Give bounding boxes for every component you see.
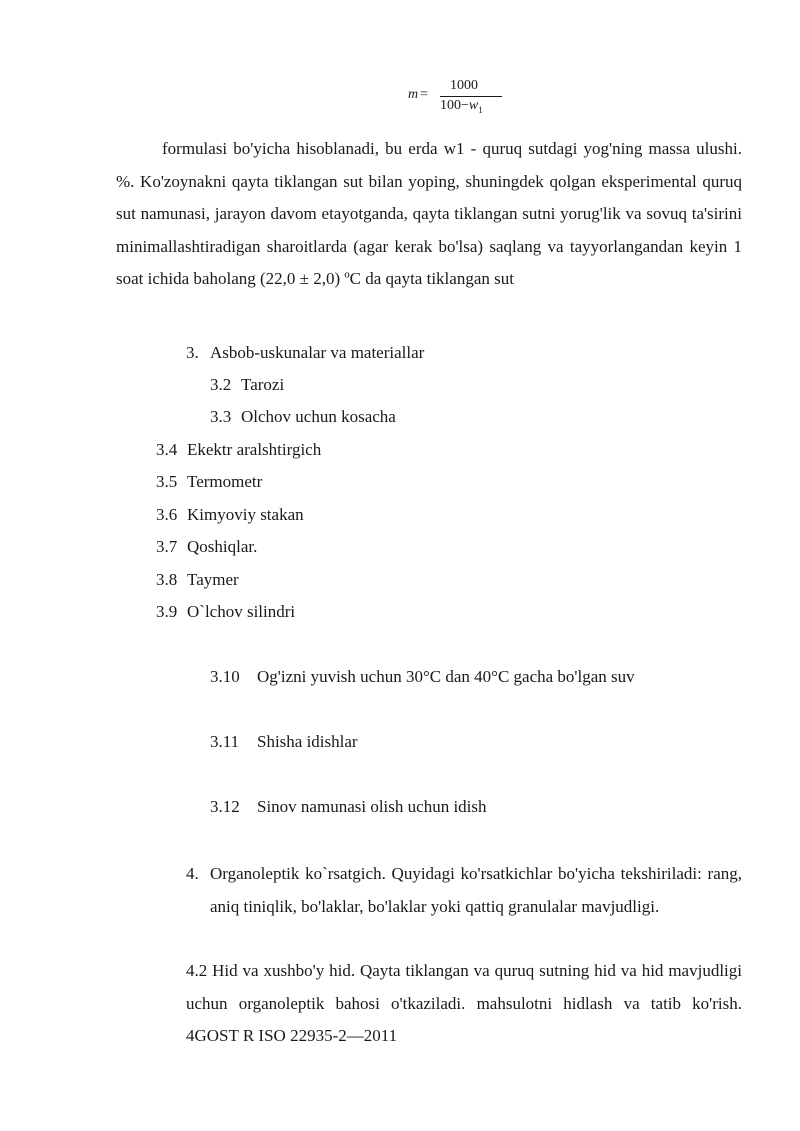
item-text: Termometr — [187, 472, 263, 491]
list-item — [210, 407, 396, 427]
formula-lhs: m — [408, 87, 419, 102]
item-number: 3.5 — [156, 472, 178, 491]
formula-denominator-sub: 1 — [478, 104, 483, 115]
formula — [408, 76, 508, 116]
list-item — [156, 440, 321, 460]
item-text: Og'izni yuvish uchun 30°C dan 40°C gacha bo'lgan suv — [257, 667, 635, 686]
item-number: 3.4 — [156, 440, 178, 459]
formula-denominator-var: w — [468, 98, 479, 113]
formula-equals: = — [420, 87, 428, 102]
list-item — [210, 797, 487, 817]
section-number: 4. — [186, 864, 199, 883]
section-number: 3. — [186, 343, 199, 362]
formula-fraction-bar — [440, 96, 502, 97]
section-title: Asbob-uskunalar va materiallar — [210, 343, 425, 362]
item-number: 3.9 — [156, 602, 178, 621]
item-text: Sinov namunasi olish uchun idish — [257, 797, 487, 816]
item-number: 3.2 — [210, 375, 232, 394]
section-text: Organoleptik ko`rsatgich. Quyidagi ko'rsatkichlar bo'yicha tekshiriladi: rang, aniq tiniqlik, bo'laklar, bo'laklar yoki qattiq granulalar mavjudligi. — [210, 864, 742, 916]
item-number: 3.3 — [210, 407, 232, 426]
item-number: 3.8 — [156, 570, 178, 589]
item-number: 3.7 — [156, 537, 178, 556]
paragraph-4-2: 4.2 Hid va xushbo'y hid. Qayta tiklangan va quruq sutning hid va hid mavjudligi uchun organoleptik bahosi o'tkaziladi. mahsulotni hidlash va tatib ko'rish. 4GOST R ISO 22935-2—2011 — [186, 961, 742, 1045]
list-item — [156, 505, 304, 525]
item-text: Shisha idishlar — [257, 732, 358, 751]
list-item — [156, 537, 257, 557]
list-item — [156, 570, 239, 590]
section-4-item — [186, 858, 742, 923]
item-text: O`lchov silindri — [187, 602, 296, 621]
item-text: Olchov uchun kosacha — [241, 407, 396, 426]
formula-numerator: 1000 — [450, 78, 478, 93]
item-text: Kimyoviy stakan — [187, 505, 304, 524]
item-text: Taymer — [187, 570, 239, 589]
list-item — [210, 667, 635, 687]
list-item — [156, 602, 295, 622]
formula-denominator — [440, 98, 483, 115]
item-number: 3.11 — [210, 732, 240, 751]
paragraph-formula-explanation: formulasi bo'yicha hisoblanadi, bu erda w1 - quruq sutdagi yog'ning massa ulushi. %. Ko'zoynakni qayta tiklangan sut bilan yoping, shuningdek qolgan eksperimental quruq sut namunasi, jarayon davom etayotganda, qayta tiklangan sutni yorug'lik va sovuq ta'sirini minimallashtiradigan sharoitlarda (agar kerak bo'lsa) saqlang va tayyorlangandan keyin 1 soat ichida baholang (22,0 ± 2,0) ºC da qayta tiklangan sut — [116, 139, 742, 288]
section-3-heading — [186, 343, 424, 363]
list-item — [210, 732, 358, 752]
item-text: Ekektr aralshtirgich — [187, 440, 322, 459]
item-text: Tarozi — [241, 375, 285, 394]
list-item — [156, 472, 262, 492]
item-text: Qoshiqlar. — [187, 537, 258, 556]
list-item — [210, 375, 284, 395]
item-number: 3.12 — [210, 797, 240, 816]
item-number: 3.10 — [210, 667, 240, 686]
item-number: 3.6 — [156, 505, 178, 524]
formula-denominator-left: 100− — [440, 98, 469, 113]
